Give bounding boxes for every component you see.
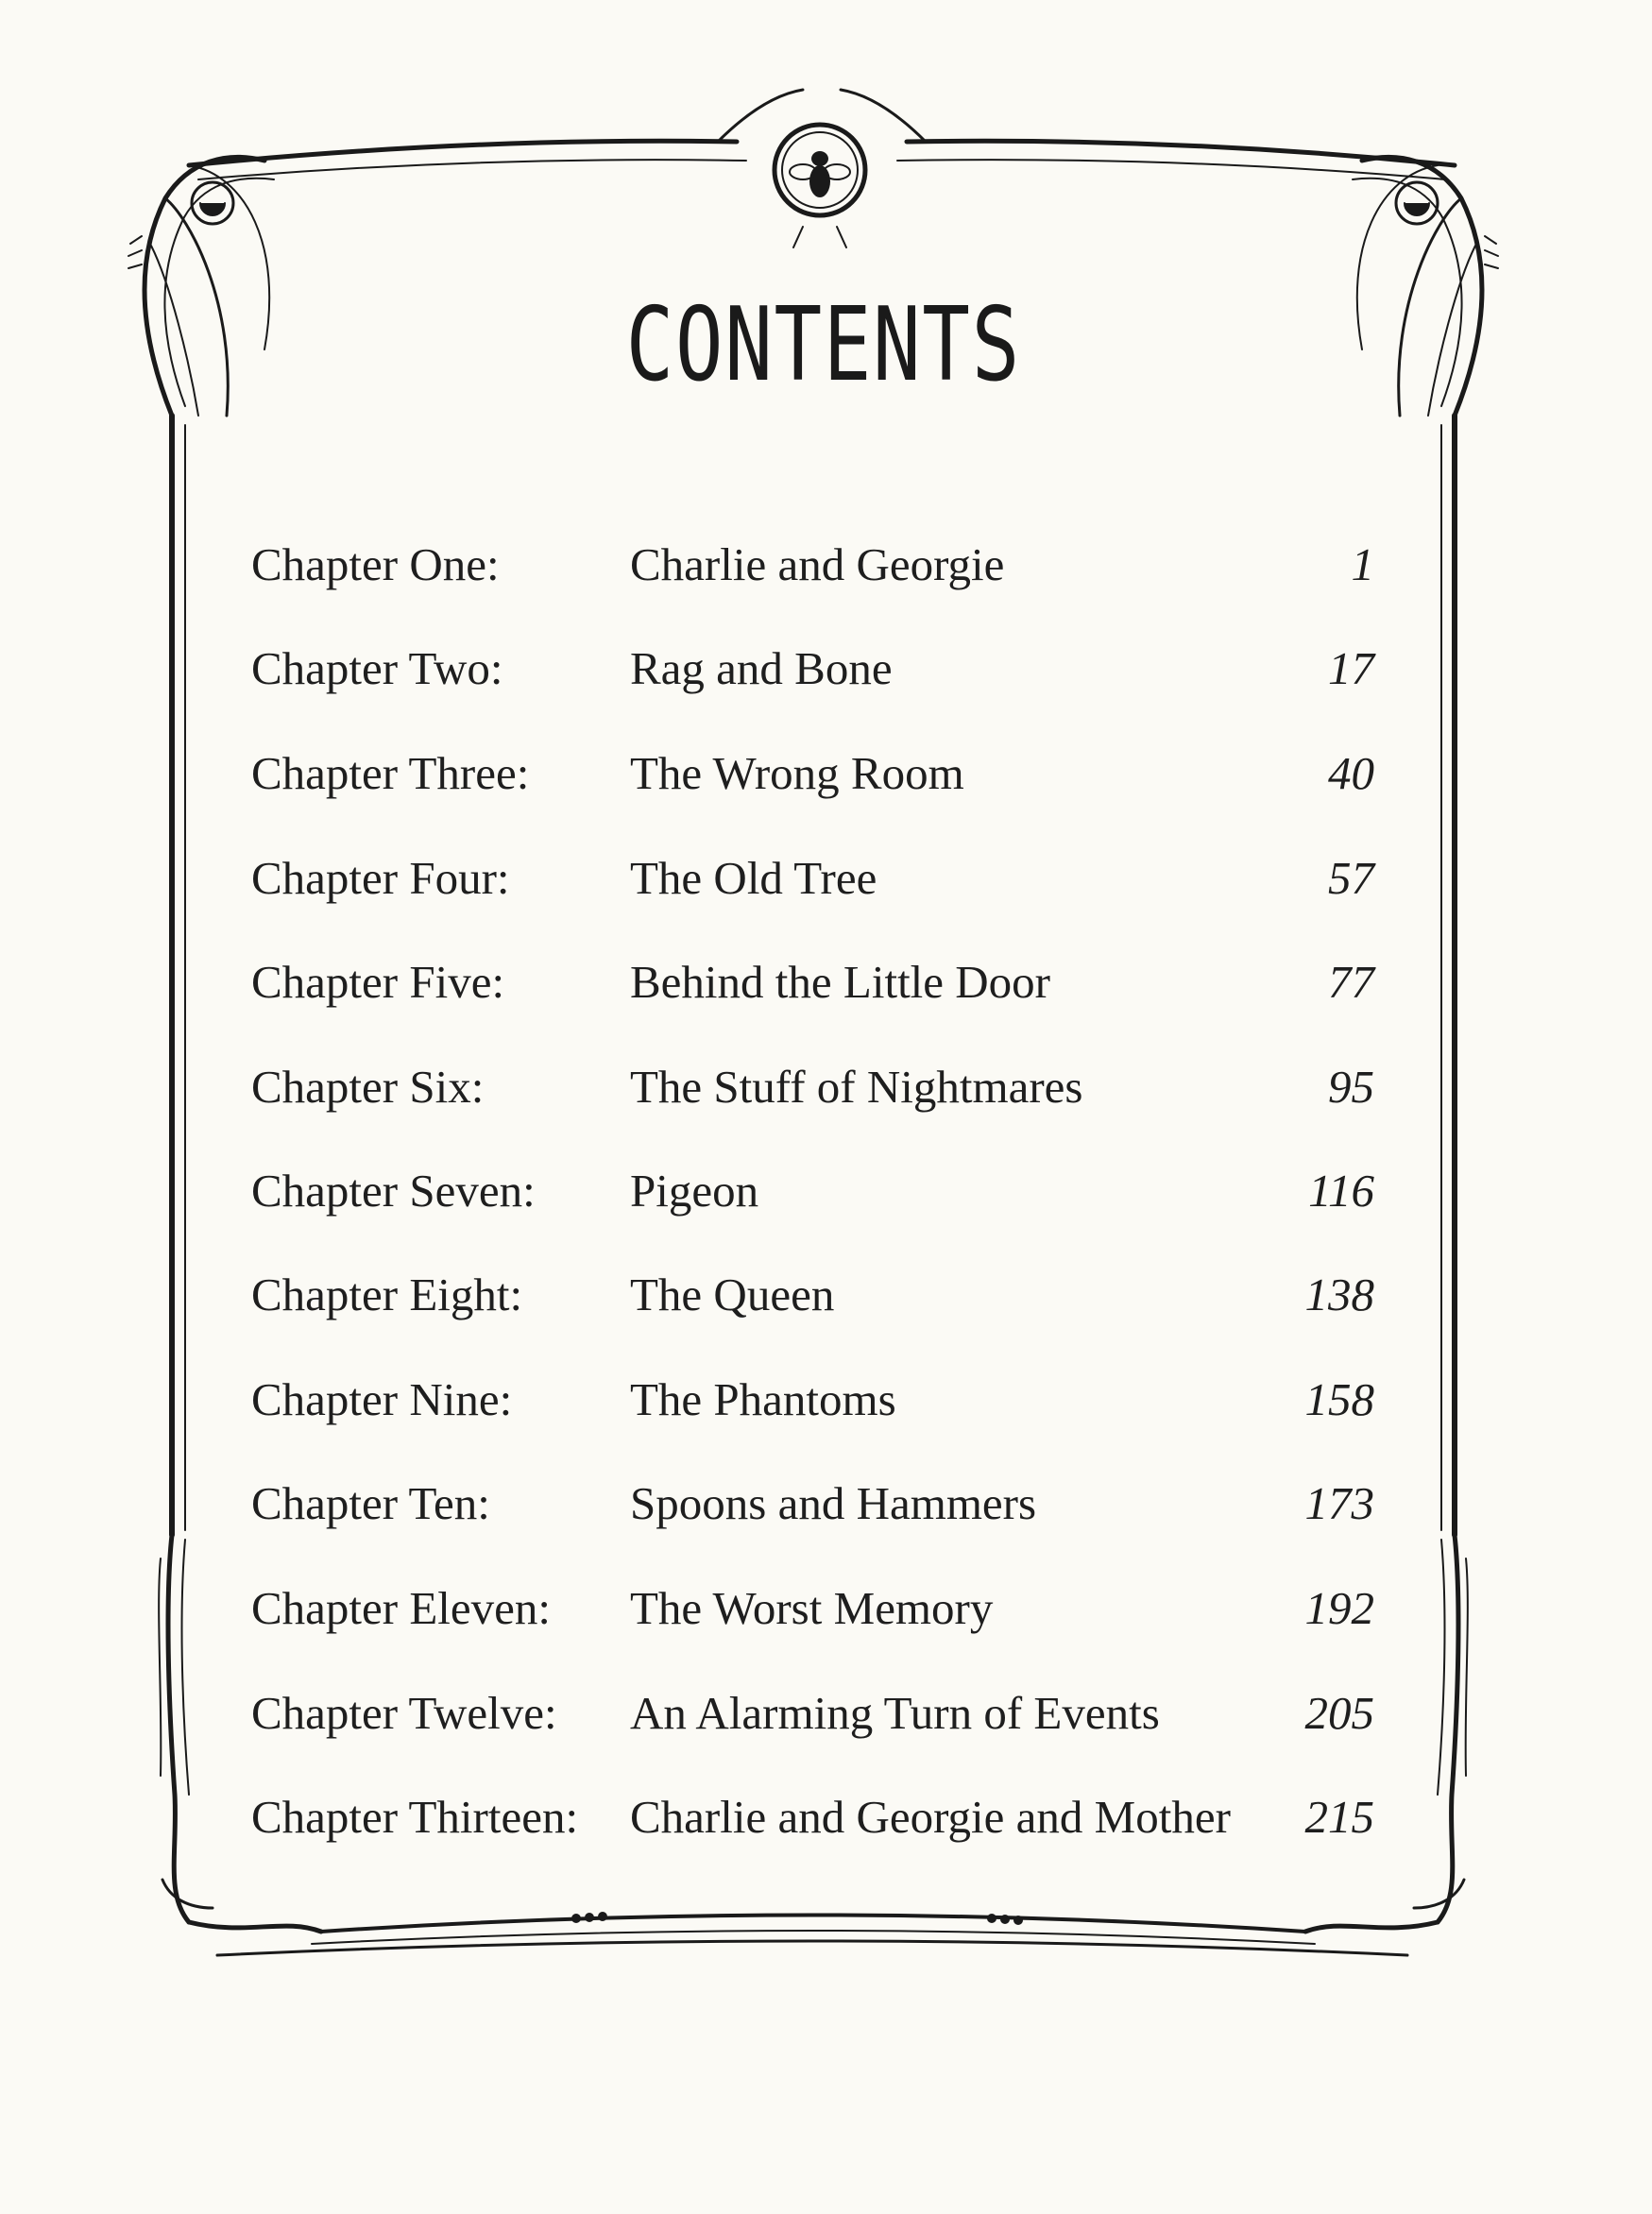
chapter-page: 17 — [1328, 642, 1374, 694]
toc-row[interactable] — [0, 736, 1652, 811]
chapter-title: Behind the Little Door — [630, 956, 1050, 1008]
chapter-title: Pigeon — [630, 1165, 759, 1217]
chapter-page: 158 — [1304, 1373, 1374, 1425]
chapter-label: Chapter Two: — [251, 642, 503, 694]
chapter-label: Chapter Three: — [251, 747, 530, 799]
chapter-title: The Stuff of Nightmares — [630, 1061, 1083, 1113]
chapter-title: Charlie and Georgie — [630, 538, 1005, 590]
toc-row[interactable] — [0, 1571, 1652, 1646]
chapter-label: Chapter Eight: — [251, 1269, 523, 1320]
chapter-label: Chapter Nine: — [251, 1373, 513, 1425]
chapter-page: 138 — [1304, 1269, 1374, 1320]
chapter-page: 116 — [1308, 1165, 1374, 1217]
toc-row[interactable] — [0, 631, 1652, 707]
chapter-label: Chapter Eleven: — [251, 1582, 552, 1634]
chapter-page: 1 — [1351, 538, 1374, 590]
toc-row[interactable] — [0, 945, 1652, 1020]
chapter-title: The Worst Memory — [630, 1582, 994, 1634]
chapter-title: The Wrong Room — [630, 747, 964, 799]
chapter-page: 95 — [1328, 1061, 1374, 1113]
toc-row[interactable] — [0, 841, 1652, 916]
chapter-title: Charlie and Georgie and Mother — [630, 1791, 1231, 1843]
chapter-label: Chapter Six: — [251, 1061, 485, 1113]
chapter-page: 205 — [1304, 1687, 1374, 1739]
chapter-title: Rag and Bone — [630, 642, 893, 694]
chapter-page: 40 — [1328, 747, 1374, 799]
chapter-label: Chapter Twelve: — [251, 1687, 557, 1739]
chapter-page: 192 — [1304, 1582, 1374, 1634]
chapter-page: 77 — [1328, 956, 1374, 1008]
page-title: CONTENTS — [625, 286, 1021, 404]
toc-row[interactable] — [0, 1780, 1652, 1855]
toc-row[interactable] — [0, 1049, 1652, 1125]
chapter-title: The Phantoms — [630, 1373, 896, 1425]
toc-row[interactable] — [0, 1257, 1652, 1333]
chapter-label: Chapter Ten: — [251, 1477, 490, 1529]
chapter-label: Chapter One: — [251, 538, 500, 590]
chapter-page: 57 — [1328, 852, 1374, 904]
chapter-label: Chapter Five: — [251, 956, 505, 1008]
chapter-title: Spoons and Hammers — [630, 1477, 1037, 1529]
chapter-label: Chapter Four: — [251, 852, 510, 904]
chapter-page: 215 — [1304, 1791, 1374, 1843]
chapter-title: The Queen — [630, 1269, 835, 1320]
toc-row[interactable] — [0, 1676, 1652, 1751]
toc-row[interactable] — [0, 1153, 1652, 1229]
chapter-title: An Alarming Turn of Events — [630, 1687, 1160, 1739]
chapter-label: Chapter Thirteen: — [251, 1791, 579, 1843]
toc-row[interactable] — [0, 527, 1652, 603]
chapter-title: The Old Tree — [630, 852, 877, 904]
chapter-label: Chapter Seven: — [251, 1165, 536, 1217]
toc-row[interactable] — [0, 1362, 1652, 1438]
toc-row[interactable] — [0, 1466, 1652, 1541]
chapter-page: 173 — [1304, 1477, 1374, 1529]
